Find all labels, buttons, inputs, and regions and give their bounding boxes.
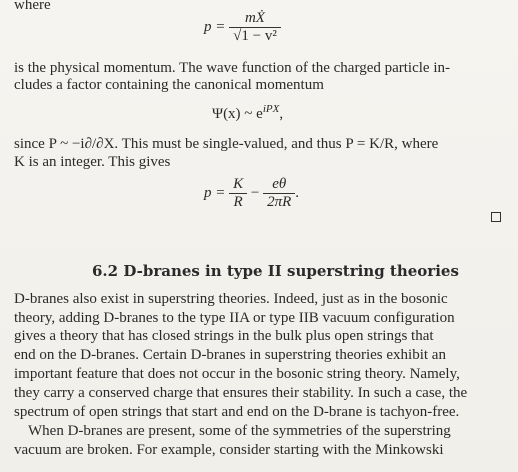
paragraph-line: D-branes also exist in superstring theories. Indeed, just as in the bosonic: [14, 291, 448, 307]
text-line: where: [14, 0, 51, 13]
paragraph-line: spectrum of open strings that start and end on the D-brane is tachyon-free.: [14, 404, 460, 420]
minus-sign: −: [250, 184, 260, 201]
equation-tail: .: [295, 184, 300, 201]
denominator: R: [229, 193, 247, 211]
paragraph-line: vacuum are broken. For example, consider starting with the Minkowski: [14, 442, 444, 458]
paragraph-line: gives a theory that has closed strings in the bulk plus open strings that: [14, 328, 434, 344]
text-line: is the physical momentum. The wave function of the charged particle in-: [14, 60, 450, 76]
section-heading: 6.2 D-branes in type II superstring theories: [92, 262, 459, 280]
equation-momentum: [204, 10, 281, 45]
equation-tail: ,: [279, 106, 284, 122]
equation-lhs: p =: [204, 184, 226, 201]
paragraph-line: they carry a conserved charge that ensures their stability. In such a case, the: [14, 385, 468, 401]
denominator: √1 − v²: [229, 27, 281, 45]
fraction: [263, 176, 295, 211]
equation-body: Ψ(x) ~ e: [212, 106, 263, 122]
denominator: 2πR: [263, 193, 295, 211]
text-line: cludes a factor containing the canonical momentum: [14, 77, 324, 93]
exponent: iPX: [262, 103, 280, 115]
text-line: K is an integer. This gives: [14, 154, 171, 170]
equation-wavefunction: [212, 103, 283, 123]
numerator: K: [233, 176, 244, 192]
fraction: [229, 10, 281, 45]
fraction: [229, 176, 247, 211]
paragraph-line: important feature that does not occur in the bosonic string theory. Namely,: [14, 366, 460, 382]
paragraph-line: When D-branes are present, some of the symmetries of the superstring: [28, 423, 451, 439]
paragraph-line: theory, adding D-branes to the type IIA or type IIB vacuum configuration: [14, 310, 455, 326]
equation-lhs: p =: [204, 18, 226, 35]
end-of-proof-icon: [491, 212, 501, 222]
text-line: since P ~ −i∂/∂X. This must be single-valued, and thus P = K/R, where: [14, 136, 439, 152]
equation-quantized-momentum: [204, 176, 299, 211]
paragraph-line: end on the D-branes. Certain D-branes in superstring theories exhibit an: [14, 347, 446, 363]
numerator: mẊ: [244, 10, 265, 26]
numerator: eθ: [272, 176, 287, 192]
